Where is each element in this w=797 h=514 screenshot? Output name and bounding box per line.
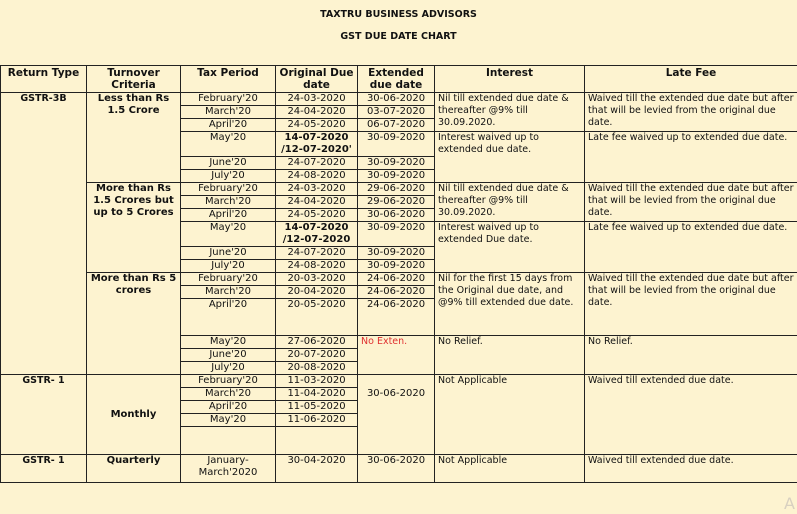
original-due: 11-04-2020 bbox=[276, 388, 358, 401]
watermark-glyph: A bbox=[784, 494, 795, 513]
tax-period: March'20 bbox=[181, 388, 276, 401]
tax-period: February'20 bbox=[181, 273, 276, 286]
tax-period: April'20 bbox=[181, 209, 276, 222]
tax-period: June'20 bbox=[181, 247, 276, 260]
extended-due: 24-06-2020 bbox=[358, 299, 435, 336]
late-fee-note: Late fee waived up to extended due date. bbox=[585, 132, 797, 183]
tax-period: July'20 bbox=[181, 362, 276, 375]
extended-due: 30-09-2020 bbox=[358, 132, 435, 157]
col-turnover: Turnover Criteria bbox=[87, 66, 181, 93]
original-due: 24-03-2020 bbox=[276, 93, 358, 106]
original-due: 20-04-2020 bbox=[276, 286, 358, 299]
extended-due: 30-09-2020 bbox=[358, 260, 435, 273]
original-due: 24-08-2020 bbox=[276, 260, 358, 273]
late-fee-note: Late fee waived up to extended due date. bbox=[585, 222, 797, 273]
table-row bbox=[1, 273, 797, 286]
col-late-fee: Late Fee bbox=[585, 66, 797, 93]
tax-period: May'20 bbox=[181, 414, 276, 427]
turnover-g1: Less than Rs 1.5 Crore bbox=[87, 93, 181, 183]
extended-due: 29-06-2020 bbox=[358, 196, 435, 209]
extended-due: 24-06-2020 bbox=[358, 273, 435, 286]
original-due: 24-04-2020 bbox=[276, 106, 358, 119]
extended-due: 30-06-2020 bbox=[358, 375, 435, 455]
extended-due: 30-09-2020 bbox=[358, 170, 435, 183]
empty-cell bbox=[181, 427, 276, 455]
extended-due: 03-07-2020 bbox=[358, 106, 435, 119]
turnover-g3: More than Rs 5 crores bbox=[87, 273, 181, 375]
table-row bbox=[1, 93, 797, 106]
tax-period: April'20 bbox=[181, 401, 276, 414]
extended-due: 06-07-2020 bbox=[358, 119, 435, 132]
tax-period: June'20 bbox=[181, 349, 276, 362]
original-due: 24-08-2020 bbox=[276, 170, 358, 183]
original-due: 30-04-2020 bbox=[276, 455, 358, 483]
return-type-gstr3b: GSTR-3B bbox=[1, 93, 87, 375]
extended-due: 30-06-2020 bbox=[358, 93, 435, 106]
return-type-gstr1-quarterly: GSTR- 1 bbox=[1, 455, 87, 483]
tax-period: March'20 bbox=[181, 286, 276, 299]
col-interest: Interest bbox=[435, 66, 585, 93]
tax-period: February'20 bbox=[181, 93, 276, 106]
gst-due-date-table bbox=[0, 65, 797, 483]
interest-note: No Relief. bbox=[435, 336, 585, 375]
col-tax-period: Tax Period bbox=[181, 66, 276, 93]
extended-due: 30-09-2020 bbox=[358, 222, 435, 247]
late-fee-note: No Relief. bbox=[585, 336, 797, 375]
original-due: 27-06-2020 bbox=[276, 336, 358, 349]
tax-period: April'20 bbox=[181, 299, 276, 336]
no-extension-note: No Exten. bbox=[358, 336, 435, 375]
original-due: 20-03-2020 bbox=[276, 273, 358, 286]
extended-due: 30-09-2020 bbox=[358, 247, 435, 260]
late-fee-note: Waived till extended due date. bbox=[585, 455, 797, 483]
col-extended-due: Extended due date bbox=[358, 66, 435, 93]
tax-period: January-March'2020 bbox=[181, 455, 276, 483]
tax-period: July'20 bbox=[181, 170, 276, 183]
tax-period: May'20 bbox=[181, 222, 276, 247]
interest-note: Interest waived up to extended Due date. bbox=[435, 222, 585, 273]
tax-period: July'20 bbox=[181, 260, 276, 273]
original-due: 24-05-2020 bbox=[276, 209, 358, 222]
original-due: 24-04-2020 bbox=[276, 196, 358, 209]
tax-period: May'20 bbox=[181, 336, 276, 349]
extended-due: 29-06-2020 bbox=[358, 183, 435, 196]
table-row bbox=[1, 375, 797, 388]
extended-due: 24-06-2020 bbox=[358, 286, 435, 299]
late-fee-note: Waived till the extended due date but after that will be levied from the original due date. bbox=[585, 273, 797, 336]
original-due: 24-05-2020 bbox=[276, 119, 358, 132]
original-due: 11-05-2020 bbox=[276, 401, 358, 414]
late-fee-note: Waived till extended due date. bbox=[585, 375, 797, 455]
chart-title: GST DUE DATE CHART bbox=[340, 31, 457, 42]
interest-note: Nil till extended due date & thereafter @9% till 30.09.2020. bbox=[435, 183, 585, 222]
interest-note: Nil for the first 15 days from the Original due date, and @9% till extended due date. bbox=[435, 273, 585, 336]
original-due: 20-08-2020 bbox=[276, 362, 358, 375]
original-due: 24-03-2020 bbox=[276, 183, 358, 196]
tax-period: March'20 bbox=[181, 106, 276, 119]
tax-period: June'20 bbox=[181, 157, 276, 170]
empty-cell bbox=[276, 427, 358, 455]
turnover-monthly: Monthly bbox=[87, 375, 181, 455]
extended-due: 30-09-2020 bbox=[358, 157, 435, 170]
late-fee-note: Waived till the extended due date but after that will be levied from the original due date. bbox=[585, 183, 797, 222]
turnover-g2: More than Rs 1.5 Crores but up to 5 Crores bbox=[87, 183, 181, 273]
tax-period: February'20 bbox=[181, 375, 276, 388]
interest-note: Interest waived up to extended due date. bbox=[435, 132, 585, 183]
original-due: 20-05-2020 bbox=[276, 299, 358, 336]
table-row bbox=[1, 183, 797, 196]
original-due: 11-06-2020 bbox=[276, 414, 358, 427]
tax-period: February'20 bbox=[181, 183, 276, 196]
tax-period: April'20 bbox=[181, 119, 276, 132]
col-original-due: Original Due date bbox=[276, 66, 358, 93]
extended-due: 30-06-2020 bbox=[358, 209, 435, 222]
col-return-type: Return Type bbox=[1, 66, 87, 93]
table-row bbox=[1, 455, 797, 483]
table-header-row bbox=[1, 66, 797, 93]
original-due: 11-03-2020 bbox=[276, 375, 358, 388]
tax-period: March'20 bbox=[181, 196, 276, 209]
original-due: 14-07-2020 /12-07-2020 bbox=[276, 222, 358, 247]
tax-period: May'20 bbox=[181, 132, 276, 157]
original-due: 20-07-2020 bbox=[276, 349, 358, 362]
interest-note: Not Applicable bbox=[435, 375, 585, 455]
return-type-gstr1: GSTR- 1 bbox=[1, 375, 87, 455]
interest-note: Nil till extended due date & thereafter @9% till 30.09.2020. bbox=[435, 93, 585, 132]
extended-due: 30-06-2020 bbox=[358, 455, 435, 483]
original-due: 24-07-2020 bbox=[276, 157, 358, 170]
interest-note: Not Applicable bbox=[435, 455, 585, 483]
company-title: TAXTRU BUSINESS ADVISORS bbox=[320, 9, 477, 20]
original-due: 14-07-2020 /12-07-2020' bbox=[276, 132, 358, 157]
turnover-quarterly: Quarterly bbox=[87, 455, 181, 483]
original-due: 24-07-2020 bbox=[276, 247, 358, 260]
late-fee-note: Waived till the extended due date but after that will be levied from the original due date. bbox=[585, 93, 797, 132]
